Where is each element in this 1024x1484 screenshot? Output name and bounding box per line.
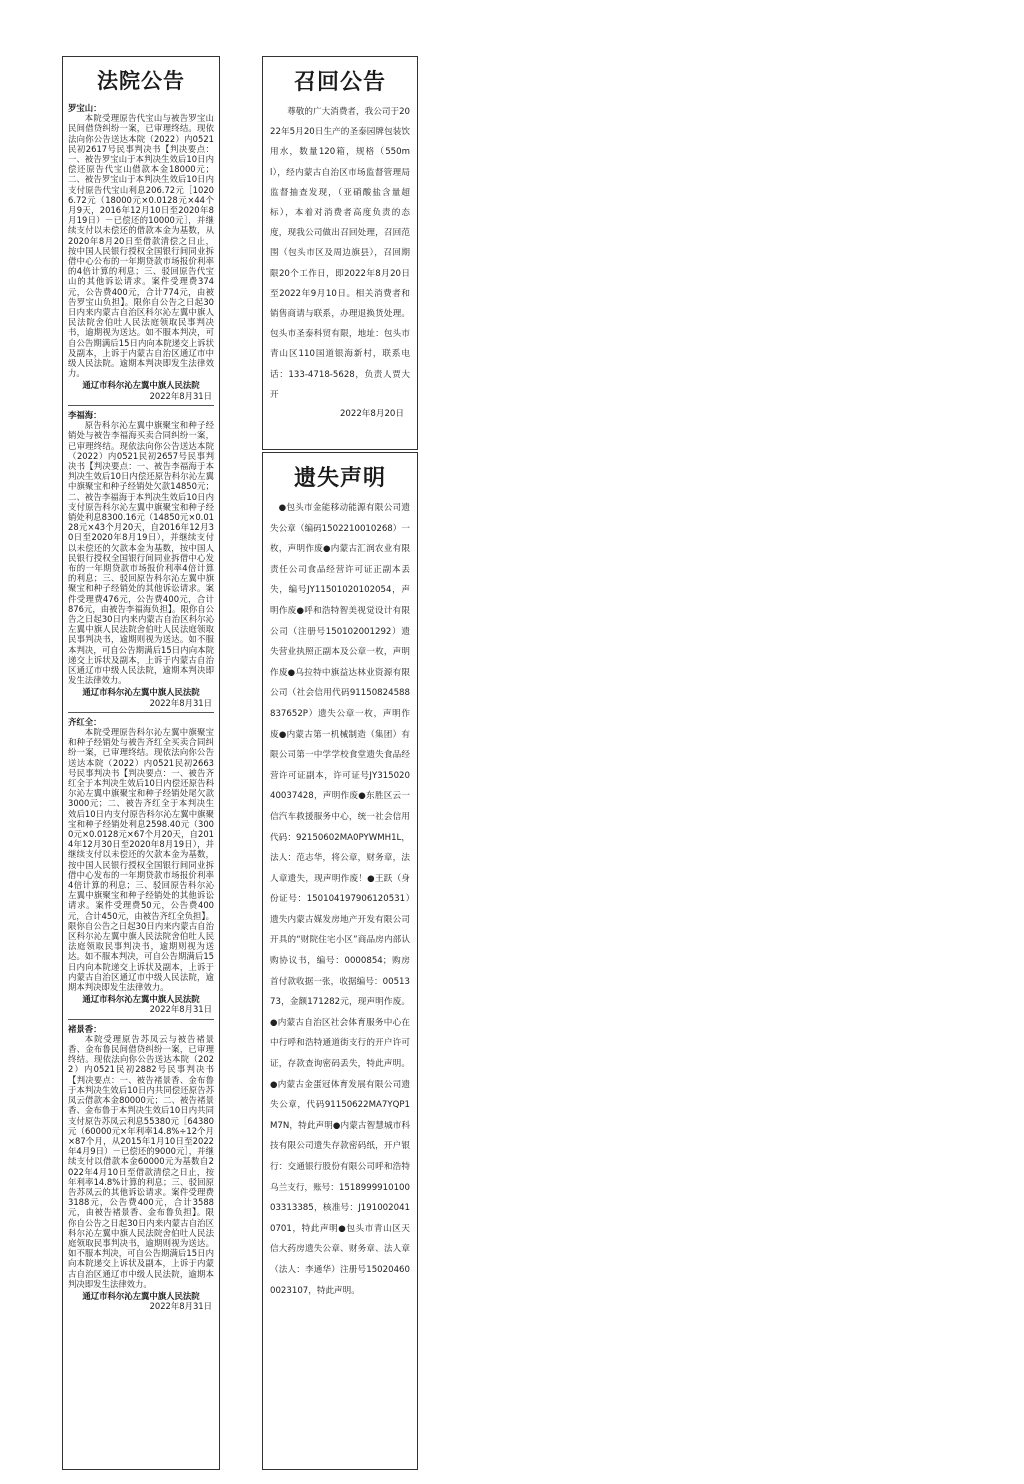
recall-notice-body: 尊敬的广大消费者，我公司于2022年5月20日生产的圣泰园牌包装饮用水，数量120箱，规格（550ml），经内蒙古自治区市场监督管理局监督抽查发现，（亚硝酸盐含量超标），本着对消费者高度负责的态度，现我公司做出召回处理，召回范围（包头市区及周边旗县），召回期限20个工作日，即2022年8月20日至2022年9月10日。相关消费者和销售商请与联系，办理退换货处理。包头市圣泰科贸有限，地址：包头市青山区110国道银海新村，联系电话：133-4718-5628，负责人贾大开 xyxy=(270,107,410,400)
notice-date: 2022年8月31日 xyxy=(149,1004,212,1015)
notice-signer: 通辽市科尔沁左翼中旗人民法院 xyxy=(82,687,200,698)
notice-date: 2022年8月31日 xyxy=(149,1301,212,1312)
court-notice-item xyxy=(68,410,214,708)
notice-body: 原告科尔沁左翼中旗聚宝和种子经销处与被告李福海买卖合同纠纷一案，已审理终结。现依法向你公告送达本院（2022）内0521民初2657号民事判决书【判决要点：一、被告李福海于本判决生效后10日内偿还原告科尔沁左翼中旗聚宝和种子经销处欠款14850元；二、被告李福海于本判决生效后10日内支付原告科尔沁左翼中旗聚宝和种子经销处利息8300.16元（14850元×0.0128元×43个月20天，自2016年12月30日至2020年8月19日），并继续支付以未偿还的欠款本金为基数，按中国人民银行授权全国银行间同业拆借中心发布的一年期贷款市场报价利率4倍计算的利息；三、驳回原告科尔沁左翼中旗聚宝和种子经销处的其他诉讼请求。案件受理费476元，公告费400元，合计876元，由被告李福海负担】。限你自公告之日起30日内来内蒙古自治区科尔沁左翼中旗人民法院舍伯吐人民法庭领取民事判决书，逾期则视为送达。如不服本判决，可自公告期满后15日内向本院递交上诉状及副本，上诉于内蒙古自治区通辽市中级人民法院，逾期本判决即发生法律效力。 xyxy=(68,420,214,686)
recall-notice-title: 召回公告 xyxy=(293,69,386,95)
notice-date: 2022年8月31日 xyxy=(149,390,212,401)
notice-addressee: 齐红全： xyxy=(68,716,102,727)
notice-body: 本院受理原告科尔沁左翼中旗聚宝和种子经销处与被告齐红全买卖合同纠纷一案，已审理终结。现依法向你公告送达本院（2022）内0521民初2663号民事判决书【判决要点：一、被告齐红全于本判决生效后10日内偿还原告科尔沁左翼中旗聚宝和种子经销处尾欠款3000元；二、被告齐红全于本判决生效后10日内支付原告科尔沁左翼中旗聚宝和种子经销处利息2598.40元（3000元×0.0128元×67个月20天，自2014年12月30日至2020年8月19日），并继续支付以未偿还的欠款本金为基数，按中国人民银行授权全国银行间同业拆借中心发布的一年期贷款市场报价利率4倍计算的利息；三、驳回原告科尔沁左翼中旗聚宝和种子经销处的其他诉讼请求。案件受理费50元，公告费400元，合计450元，由被告齐红全负担】。限你自公告之日起30日内来内蒙古自治区科尔沁左翼中旗人民法院舍伯吐人民法庭领取民事判决书，逾期则视为送达。如不服本判决，可自公告期满后15日内向本院递交上诉状及副本，上诉于内蒙古自治区通辽市中级人民法院，逾期本判决即发生法律效力。 xyxy=(68,726,214,993)
court-notice-item xyxy=(68,1024,214,1312)
lost-statement-body: ●包头市金能移动能源有限公司遗失公章（编码1502210010268）一枚，声明作废●内蒙古汇润农业有限责任公司食品经营许可证正副本丢失，编号JY11501020102054，声明作废●呼和浩特智美视觉设计有限公司（注册号150102001292）遗失营业执照正副本及公章一枚，声明作废●乌拉特中旗益达林业资源有限公司（社会信用代码91150824588837652P）遗失公章一枚，声明作废●内蒙古第一机械制造（集团）有限公司第一中学学校食堂遗失食品经营许可证副本，许可证号JY31502040037428，声明作废●东胜区云一信汽车救援服务中心，统一社会信用代码：92150602MA0PYWMH1L，法人：范志华，将公章，财务章，法人章遗失，现声明作废！●王跃（身份证号：150104197906120531）遗失内蒙古媒发房地产开发有限公司开具的“财院住宅小区”商品房内部认购协议书，编号：0000854；购房首付款收据一张，收据编号：0051373，金额171282元，现声明作废。●内蒙古自治区社会体育服务中心在中行呼和浩特通道街支行的开户许可证，存款查询密码丢失，特此声明。●内蒙古金蛋冠体育发展有限公司遗失公章，代码91150622MA7YQP1M7N，特此声明●内蒙古智慧城市科技有限公司遗失存款密码纸，开户银行：交通银行股份有限公司呼和浩特乌兰支行，账号：151899991010003313385，核准号：J1910020410701，特此声明●包头市青山区天信大药房遗失公章、财务章、法人章（法人：李通华）注册号150204600023107，特此声明。 xyxy=(270,503,410,1296)
court-notice-item xyxy=(68,103,214,401)
lost-statement-title: 遗失声明 xyxy=(293,465,386,491)
recall-notice-panel xyxy=(262,56,418,450)
notice-signer: 通辽市科尔沁左翼中旗人民法院 xyxy=(82,994,200,1005)
notice-signer: 通辽市科尔沁左翼中旗人民法院 xyxy=(82,1290,200,1301)
notice-body: 本院受理原告苏凤云与被告褚景香、金布鲁民间借贷纠纷一案，已审理终结。现依法向你公告送达本院（2022）内0521民初2882号民事判决书【判决要点：一、被告褚景香、金布鲁于本判决生效后10日内共同偿还原告苏凤云借款本金80000元；二、被告褚景香、金布鲁于本判决生效后10日内共同支付原告苏凤云利息55380元［64380元（60000元×年利率14.8%÷12个月×87个月，从2015年1月10日至2022年4月9日）－已偿还的9000元］，并继续支付以借款本金60000元为基数自2022年4月10日至借款清偿之日止，按年利率14.8%计算的利息；三、驳回原告苏凤云的其他诉讼请求。案件受理费3188元，公告费400元，合计3588元，由被告褚景香、金布鲁负担】。限你自公告之日起30日内来内蒙古自治区科尔沁左翼中旗人民法院舍伯吐人民法庭领取民事判决书，逾期则视为送达。如不服本判决，可自公告期满后15日内向本院递交上诉状及副本，上诉于内蒙古自治区通辽市中级人民法院，逾期本判决即发生法律效力。 xyxy=(68,1033,214,1289)
notice-addressee: 罗宝山： xyxy=(68,103,102,113)
notice-addressee: 李福海： xyxy=(68,409,102,420)
court-notice-item xyxy=(68,717,214,1015)
notice-date: 2022年8月31日 xyxy=(149,697,212,708)
recall-notice-date: 2022年8月20日 xyxy=(339,409,404,420)
court-notice-title: 法院公告 xyxy=(97,68,185,93)
notice-addressee: 褚景香： xyxy=(68,1023,102,1034)
notice-signer: 通辽市科尔沁左翼中旗人民法院 xyxy=(82,380,200,391)
notice-divider xyxy=(68,405,214,406)
notice-body: 本院受理原告代宝山与被告罗宝山民间借贷纠纷一案，已审理终结。现依法向你公告送达本院（2022）内0521民初2617号民事判决书【判决要点：一、被告罗宝山于本判决生效后10日内偿还原告代宝山借款本金18000元；二、被告罗宝山于本判决生效后10日内支付原告代宝山利息206.72元［10206.72元（18000元×0.0128元×44个月9天，2016年12月10日至2020年8月19日）－已偿还的10000元］，并继续支付以未偿还的借款本金为基数，从2020年8月20日至借款清偿之日止，按中国人民银行授权全国银行间同业拆借中心公布的一年期贷款市场报价利率的4倍计算的利息；三、驳回原告代宝山的其他诉讼请求。案件受理费374元，公告费400元，合计774元，由被告罗宝山负担】。限你自公告之日起30日内来内蒙古自治区科尔沁左翼中旗人民法院舍伯吐人民法庭领取民事判决书，逾期视为送达。如不服本判决，可自公告期满后15日内向本院递交上诉状及副本，上诉于内蒙古自治区通辽市中级人民法院。逾期本判决即发生法律效力。 xyxy=(68,113,214,379)
notice-divider xyxy=(68,712,214,713)
lost-statement-panel xyxy=(262,452,418,1470)
court-notice-panel xyxy=(62,56,220,1470)
notice-divider xyxy=(68,1019,214,1020)
